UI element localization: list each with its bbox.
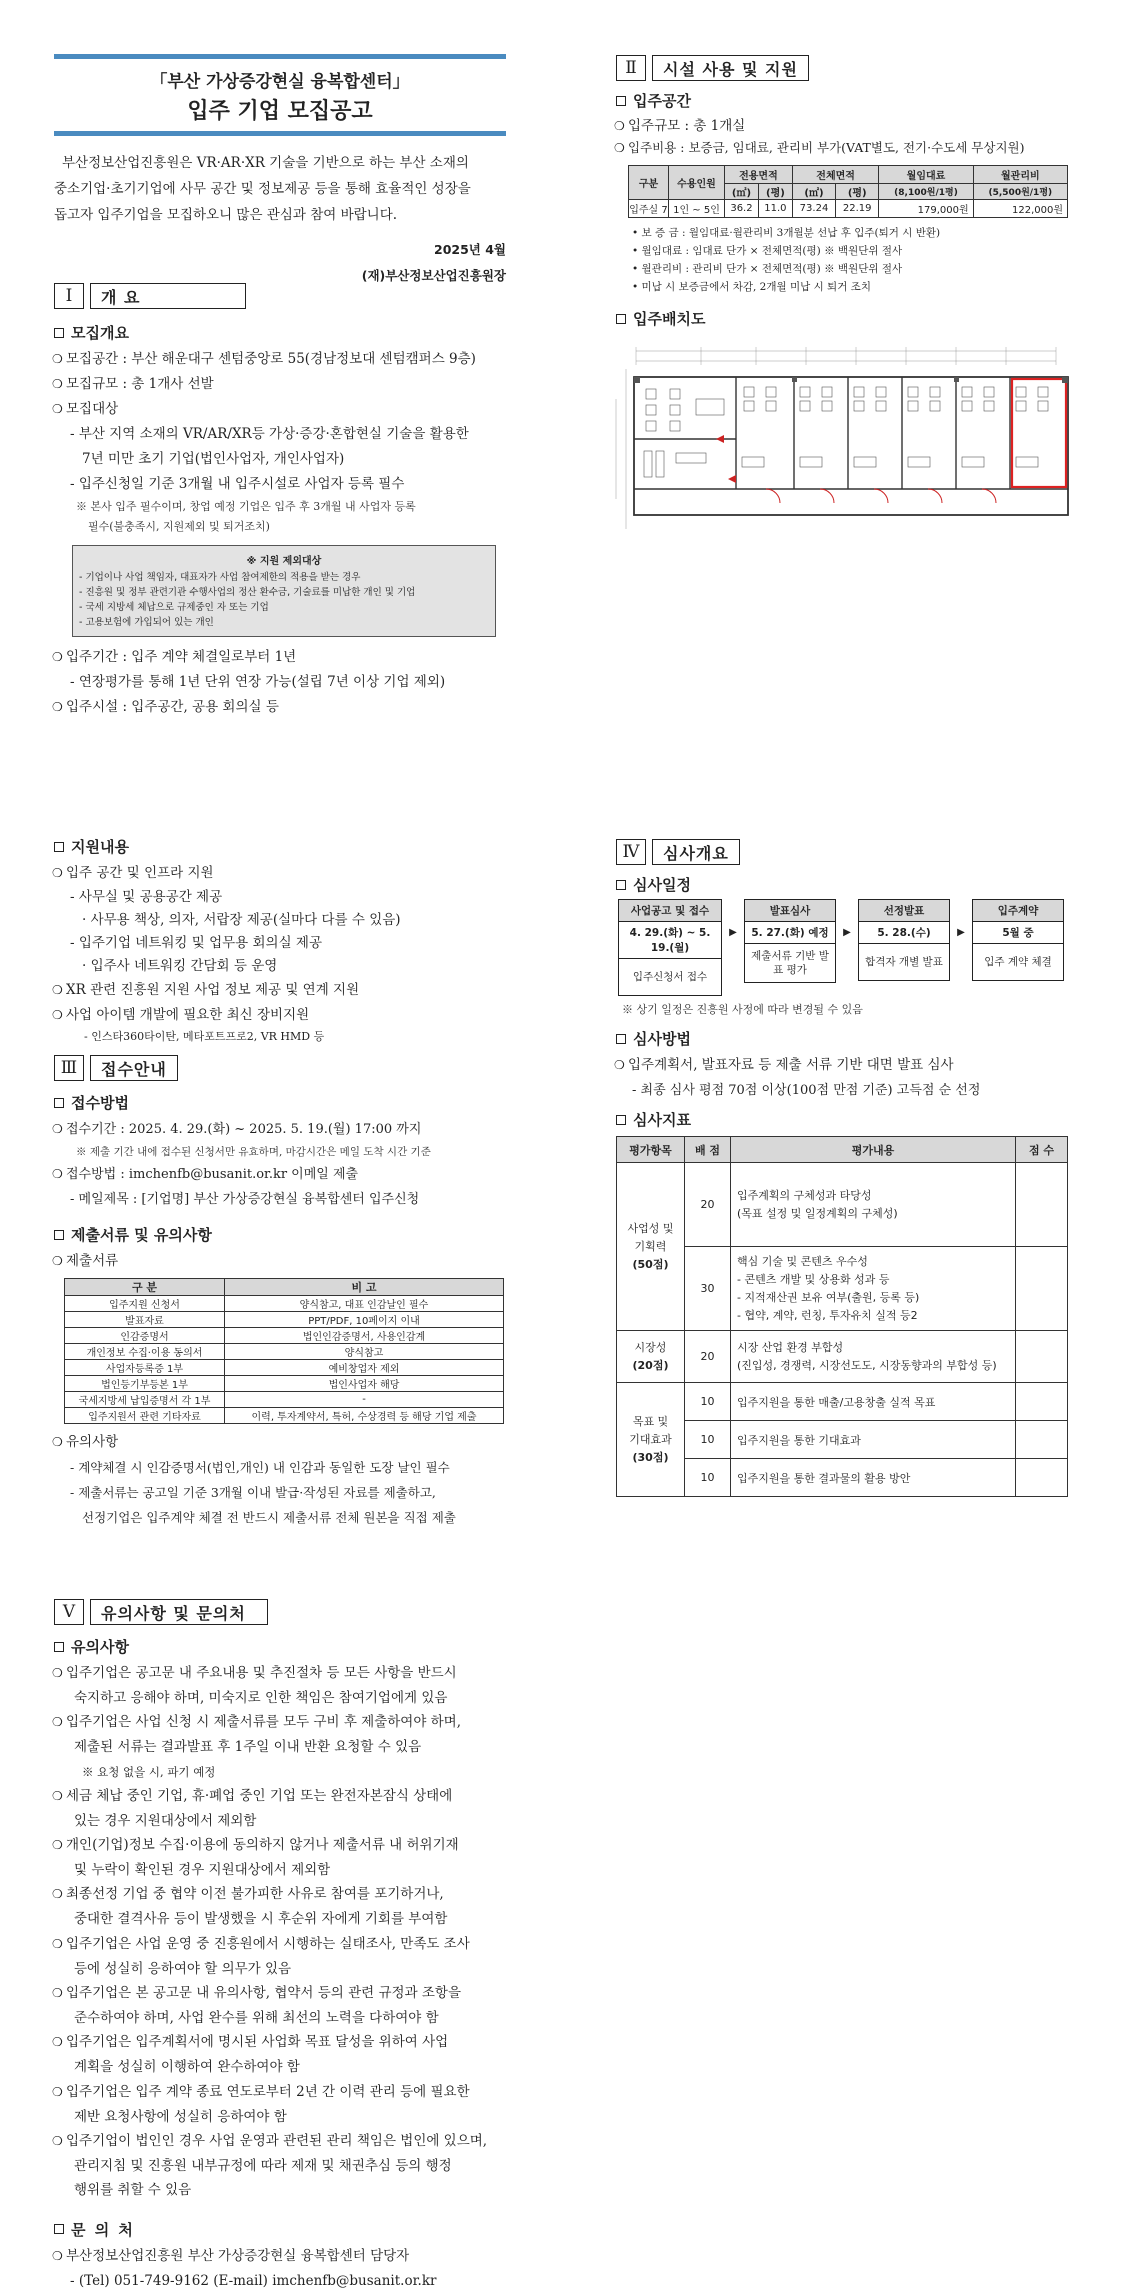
list-item: - 메일제목 : [기업명] 부산 가상증강현실 융복합센터 입주신청 xyxy=(70,1192,420,1207)
exclusion-title: ※ 지원 제외대상 xyxy=(246,556,322,567)
table-row: 인감증명서 법인인감증명서, 사용인감계 xyxy=(65,1328,504,1344)
schedule-step: 입주계약 5월 중 입주 계약 체결 xyxy=(972,899,1064,981)
square-bullet-icon xyxy=(616,1034,626,1044)
list-item-cont: 준수하여야 하며, 사업 완수를 위해 최선의 노력을 다하여야 함 xyxy=(74,2010,439,2027)
exclusion-item: - 고용보험에 가입되어 있는 개인 xyxy=(79,617,214,628)
section-4-header xyxy=(616,838,1068,866)
schedule-step: 사업공고 및 접수 4. 29.(화) ~ 5. 19.(월) 입주신청서 접수 xyxy=(618,899,722,996)
exclusion-item: - 진흥원 및 정부 관련기관 수행사업의 정산 환수금, 기술료를 미납한 개인 및 기업 xyxy=(79,587,416,598)
list-item-cont: 있는 경우 지원대상에서 제외함 xyxy=(74,1812,257,1829)
list-item-cont: 계획을 성실히 이행하여 완수하여야 함 xyxy=(74,2059,300,2076)
square-bullet-icon xyxy=(54,842,64,852)
arrow-right-icon: ▶ xyxy=(729,927,737,938)
fee-note: • 미납 시 보증금에서 차감, 2개월 미납 시 퇴거 조치 xyxy=(632,281,871,293)
heading-layout: 입주배치도 xyxy=(616,308,1068,329)
square-bullet-icon xyxy=(616,314,626,324)
square-bullet-icon xyxy=(54,1642,64,1652)
list-item: ❍ 제출서류 xyxy=(54,1249,506,1274)
table-row: 시장성 (20점) 20 시장 산업 환경 부합성 (진입성, 경쟁력, 시장선도도, 시장동향과의 부합성 등) xyxy=(617,1331,1068,1383)
schedule-step: 선정발표 5. 28.(수) 합격자 개별 발표 xyxy=(858,899,950,981)
list-item: - 사무실 및 공용공간 제공 xyxy=(70,889,223,905)
list-item: ❍ 입주기업은 공고문 내 주요내용 및 추진절차 등 모든 사항을 반드시 xyxy=(54,1661,524,1686)
list-item-cont: 숙지하고 응해야 하며, 미숙지로 인한 책임은 참여기업에게 있음 xyxy=(74,1690,448,1706)
fee-table: 구분 수용인원 전용면적 전체면적 월임대료 월관리비 (㎡) (평) (㎡) (평) (8,100원/1평) (5,500원/1평) 입주실 7 1인 ~ 5인 36.2 11.0 73.24 22.19 179,000원 122,000원 xyxy=(628,165,1068,218)
list-item: - 입주신청일 기준 3개월 내 입주시설로 사업자 등록 필수 xyxy=(70,476,405,492)
list-item: · 사무용 책상, 의자, 서랍장 제공(실마다 다를 수 있음) xyxy=(82,912,401,928)
table-row: 법인등기부등본 1부 법인사업자 해당 xyxy=(65,1376,504,1392)
section-number: Ⅱ xyxy=(616,55,646,81)
list-item: - 최종 심사 평점 70점 이상(100점 만점 기준) 고득점 순 선정 xyxy=(632,1083,981,1098)
exclusion-item: - 국세 지방세 체납으로 규제중인 자 또는 기업 xyxy=(79,602,269,613)
note: ※ 본사 입주 필수이며, 창업 예정 기업은 입주 후 3개월 내 사업자 등록 xyxy=(76,500,416,513)
exclusion-box xyxy=(72,545,496,637)
list-item: · 입주사 네트워킹 간담회 등 운영 xyxy=(82,958,278,974)
table-row: 입주지원 신청서 양식참고, 대표 인감날인 필수 xyxy=(65,1296,504,1312)
section-1-header xyxy=(54,282,506,310)
intro-text: 돕고자 입주기업을 모집하오니 많은 관심과 참여 바랍니다. xyxy=(54,207,398,223)
list-item: ❍ 입주기업이 법인인 경우 사업 운영과 관련된 관리 책임은 법인에 있으며, xyxy=(54,2129,524,2154)
section-number: Ⅳ xyxy=(616,839,646,865)
heading-review-method: 심사방법 xyxy=(616,1028,1068,1049)
list-item: ❍ XR 관련 진흥원 지원 사업 정보 제공 및 연계 지원 xyxy=(54,978,506,1003)
square-bullet-icon xyxy=(54,1098,64,1108)
heading-overview: 모집개요 xyxy=(54,322,506,343)
heading-contact: 문 의 처 xyxy=(54,2219,524,2240)
group-points: (50점) xyxy=(632,1257,669,1271)
list-item: ❍ 입주비용 : 보증금, 임대료, 관리비 부가(VAT별도, 전기·수도세 무상지원) xyxy=(616,137,1068,159)
list-item-cont: 및 누락이 확인된 경우 지원대상에서 제외함 xyxy=(74,1862,331,1879)
schedule-step: 발표심사 5. 27.(화) 예정 제출서류 기반 발표 평가 xyxy=(744,899,836,983)
list-item: ❍ 입주기업은 입주 계약 종료 연도로부터 2년 간 이력 관리 등에 필요한 xyxy=(54,2080,524,2105)
list-item: ❍ 입주기업은 본 공고문 내 유의사항, 협약서 등의 관련 규정과 조항을 xyxy=(54,1981,524,2006)
table-row: 10 입주지원을 통한 기대효과 xyxy=(617,1421,1068,1459)
title-bar-bottom xyxy=(54,131,506,136)
list-item: ❍ 모집대상 xyxy=(54,397,506,422)
table-row: 입주지원서 관련 기타자료 이력, 투자계약서, 특허, 수상경력 등 해당 기업 제출 xyxy=(65,1408,504,1424)
fee-note: • 월관리비 : 관리비 단가 × 전체면적(평) ※ 백원단위 절사 xyxy=(632,263,903,275)
list-item-cont: 제출된 서류는 결과발표 후 1주일 이내 반환 요청할 수 있음 xyxy=(74,1739,422,1756)
list-item-cont: 등에 성실히 응하여야 할 의무가 있음 xyxy=(74,1960,292,1977)
group-name: 시장성 xyxy=(634,1340,667,1354)
square-bullet-icon xyxy=(54,1230,64,1240)
square-bullet-icon xyxy=(54,328,64,338)
intro-text: 중소기업·초기기업에 사무 공간 및 정보제공 등을 통해 효율적인 성장을 xyxy=(54,181,471,197)
list-item: ❍ 입주계획서, 발표자료 등 제출 서류 기반 대면 발표 심사 xyxy=(616,1053,1068,1078)
list-item: - 입주기업 네트워킹 및 업무용 회의실 제공 xyxy=(70,935,323,951)
note: ※ 제출 기간 내에 접수된 신청서만 유효하며, 마감시간은 메일 도착 시간 기준 xyxy=(76,1146,431,1158)
table-row: 발표자료 PPT/PDF, 10페이지 이내 xyxy=(65,1312,504,1328)
caution-list xyxy=(54,1661,524,2203)
section-number: Ⅰ xyxy=(54,283,84,309)
section-title: 개 요 xyxy=(90,283,246,309)
title-line1: 「부산 가상증강현실 융복합센터」 xyxy=(150,72,410,92)
list-item: - 계약체결 시 인감증명서(법인,개인) 내 인감과 동일한 도장 날인 필수 xyxy=(70,1460,450,1475)
square-bullet-icon xyxy=(616,96,626,106)
list-item-cont: 행위를 취할 수 있음 xyxy=(74,2182,192,2199)
intro-text: 부산정보산업진흥원은 VR·AR·XR 기술을 기반으로 하는 부산 소재의 xyxy=(62,155,469,171)
group-points: (30점) xyxy=(632,1450,669,1464)
note: ※ 상기 일정은 진흥원 사정에 따라 변경될 수 있음 xyxy=(622,1003,863,1016)
page-title: 입주 기업 모집공고 xyxy=(187,99,373,124)
section-title: 접수안내 xyxy=(90,1055,178,1081)
notice-org: (재)부산정보산업진흥원장 xyxy=(361,268,506,283)
section-5-header xyxy=(54,1598,524,1626)
heading-support: 지원내용 xyxy=(54,836,506,857)
list-item: ❍ 입주기업은 사업 신청 시 제출서류를 모두 구비 후 제출하여야 하며, xyxy=(54,1710,524,1735)
arrow-right-icon: ▶ xyxy=(957,927,965,938)
table-header: 구 분 xyxy=(65,1279,225,1296)
table-row: 30 핵심 기술 및 콘텐츠 우수성 - 콘텐츠 개발 및 상용화 성과 등 - 지적재산권 보유 여부(출원, 등록 등) - 협약, 계약, 런칭, 투자유치 실적 등2 xyxy=(617,1247,1068,1331)
section-number: Ⅴ xyxy=(54,1599,84,1625)
list-item: ❍ 개인(기업)정보 수집·이용에 동의하지 않거나 제출서류 내 허위기재 xyxy=(54,1833,524,1858)
list-item-cont: 제반 요청사항에 성실히 응하여야 함 xyxy=(74,2108,287,2125)
list-item: - 인스타360타이탄, 메타포트프로2, VR HMD 등 xyxy=(84,1030,325,1043)
list-item: 선정기업은 입주계약 체결 전 반드시 제출서류 전체 원본을 직접 제출 xyxy=(82,1510,456,1525)
title-bar-top xyxy=(54,54,506,59)
list-item: ❍ 접수방법 : imchenfb@busanit.or.kr 이메일 제출 xyxy=(54,1162,506,1187)
heading-method: 접수방법 xyxy=(54,1092,506,1113)
docs-table xyxy=(64,1278,504,1424)
contact-info: ❍ 부산정보산업진흥원 부산 가상증강현실 융복합센터 담당자 xyxy=(54,2244,524,2269)
section-title: 유의사항 및 문의처 xyxy=(90,1599,268,1625)
list-item: ❍ 세금 체납 중인 기업, 휴·폐업 중인 기업 또는 완전자본잠식 상태에 xyxy=(54,1784,524,1809)
list-item: ❍ 입주기간 : 입주 계약 체결일로부터 1년 xyxy=(54,645,506,670)
list-item: ❍ 입주 공간 및 인프라 지원 xyxy=(54,861,506,886)
notice-date: 2025년 4월 xyxy=(434,242,506,257)
schedule-flow xyxy=(618,899,1068,996)
table-row: 개인정보 수집·이용 동의서 양식참고 xyxy=(65,1344,504,1360)
table-row: 10 입주지원을 통한 결과물의 활용 방안 xyxy=(617,1459,1068,1497)
table-row: 목표 및 기대효과 (30점) 10 입주지원을 통한 매출/고용창출 실적 목표 xyxy=(617,1383,1068,1421)
list-item: ❍ 모집규모 : 총 1개사 선발 xyxy=(54,372,506,397)
contact-detail: - (Tel) 051-749-9162 (E-mail) imchenfb@busanit.or.kr xyxy=(70,2272,437,2289)
list-item: ❍ 사업 아이템 개발에 필요한 최신 장비지원 xyxy=(54,1003,506,1028)
section-title: 시설 사용 및 지원 xyxy=(652,55,809,81)
list-item: ❍ 입주시설 : 입주공간, 공용 회의실 등 xyxy=(54,695,506,720)
list-item: ❍ 유의사항 xyxy=(54,1430,506,1455)
table-row: 사업성 및 기획력 (50점) 20 입주계획의 구체성과 타당성 (목표 설정 및 일정계획의 구체성) xyxy=(617,1163,1068,1247)
square-bullet-icon xyxy=(616,1115,626,1125)
note: ※ 요청 없을 시, 파기 예정 xyxy=(82,1764,216,1779)
group-name: 사업성 및 기획력 xyxy=(627,1221,674,1253)
heading-docs: 제출서류 및 유의사항 xyxy=(54,1224,506,1245)
list-item: 7년 미만 초기 기업(법인사업자, 개인사업자) xyxy=(82,451,345,467)
heading-caution: 유의사항 xyxy=(54,1636,524,1657)
section-2-header xyxy=(616,54,1068,82)
section-title: 심사개요 xyxy=(652,839,740,865)
list-item: - 제출서류는 공고일 기준 3개월 이내 발급·작성된 자료를 제출하고, xyxy=(70,1485,436,1500)
section-3-header xyxy=(54,1054,506,1082)
list-item: ❍ 입주기업은 입주계획서에 명시된 사업화 목표 달성을 위하여 사업 xyxy=(54,2030,524,2055)
arrow-right-icon: ▶ xyxy=(843,927,851,938)
list-item: - 부산 지역 소재의 VR/AR/XR등 가상·증강·혼합현실 기술을 활용한 xyxy=(70,426,469,442)
table-row: 국세지방세 납입증명서 각 1부 - xyxy=(65,1392,504,1408)
list-item: - 연장평가를 통해 1년 단위 연장 가능(설립 7년 이상 기업 제외) xyxy=(70,674,446,690)
group-points: (20점) xyxy=(632,1358,669,1372)
list-item: ❍ 입주규모 : 총 1개실 xyxy=(616,115,1068,137)
list-item-cont: 중대한 결격사유 등이 발생했을 시 후순위 자에게 기회를 부여함 xyxy=(74,1911,448,1928)
table-row: 입주실 7 1인 ~ 5인 36.2 11.0 73.24 22.19 179,000원 122,000원 xyxy=(629,200,1068,218)
heading-space: 입주공간 xyxy=(616,90,1068,111)
fee-note: • 보 증 금 : 월임대료·월관리비 3개월분 선납 후 입주(퇴거 시 반환) xyxy=(632,227,941,239)
exclusion-item: - 기업이나 사업 책임자, 대표자가 사업 참여제한의 적용을 받는 경우 xyxy=(79,572,361,583)
table-row: 사업자등록증 1부 예비창업자 제외 xyxy=(65,1360,504,1376)
list-item: ❍ 모집공간 : 부산 해운대구 센텀중앙로 55(경남정보대 센텀캠퍼스 9층) xyxy=(54,347,506,372)
fee-note: • 월임대료 : 임대료 단가 × 전체면적(평) ※ 백원단위 절사 xyxy=(632,245,903,257)
group-name: 목표 및 기대효과 xyxy=(629,1414,672,1446)
list-item: ❍ 최종선정 기업 중 협약 이전 불가피한 사유로 참여를 포기하거나, xyxy=(54,1882,524,1907)
list-item: ❍ 접수기간 : 2025. 4. 29.(화) ~ 2025. 5. 19.(월) 17:00 까지 xyxy=(54,1117,506,1142)
section-number: Ⅲ xyxy=(54,1055,84,1081)
list-item-cont: 관리지침 및 진흥원 내부규정에 따라 제재 및 채권추심 등의 행정 xyxy=(74,2157,452,2174)
table-header: 비 고 xyxy=(225,1279,504,1296)
square-bullet-icon xyxy=(54,2224,64,2234)
note: 필수(불충족시, 지원제외 및 퇴거조치) xyxy=(88,520,270,533)
heading-schedule: 심사일정 xyxy=(616,874,1068,895)
list-item: ❍ 입주기업은 사업 운영 중 진흥원에서 시행하는 실태조사, 만족도 조사 xyxy=(54,1932,524,1957)
floor-plan xyxy=(616,339,1068,559)
score-table: 평가항목 배 점 평가내용 점 수 사업성 및 기획력 (50점) 20 입주계획의 구체성과 타당성 (목표 설정 및 일정계획의 구체성) 30 핵심 기술 및 콘텐츠 우수성 - 콘텐츠 개발 및 상용화 성과 등 - 지적재산권 보유 여부(출원, 등록 등) - 협약, 계약, 런칭, 투자유치 실적 등2 시장성 (20점) 20 시장 산업 환경 부합성 (진입성, 경쟁력, 시장선도도, 시장동향과의 부합성 등) 목표 및 기대효과 (30점) 10 입주지원을 통한 매출/고용창출 실적 목표 10 입주지원을 통한 기대효과 10 입주지원을 통한 결과물의 활용 방안 xyxy=(616,1136,1068,1497)
heading-index: 심사지표 xyxy=(616,1109,1068,1130)
square-bullet-icon xyxy=(616,880,626,890)
